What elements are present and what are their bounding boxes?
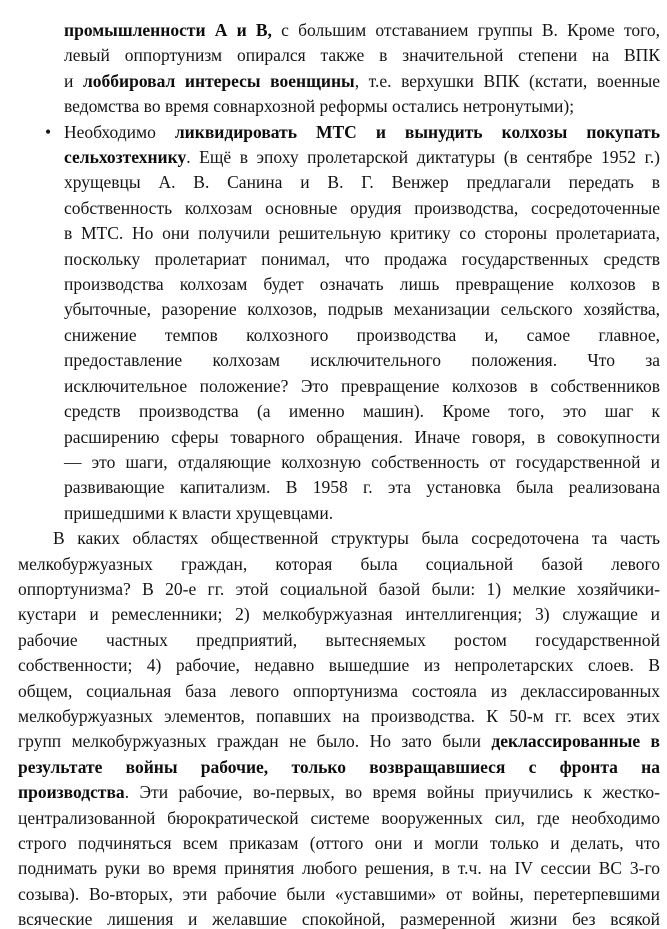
text-segment: исключительное положение? Это превращение колхозов в собственников <box>64 375 660 396</box>
text-line <box>18 831 660 856</box>
text-segment: . Ещё в эпоху пролетарской диктатуры (в сентябре 1952 г.) <box>186 147 660 168</box>
text-line <box>18 577 660 602</box>
text-line <box>64 69 660 94</box>
text-segment: всяческие лишения и желавшие спокойной, размеренной жизни без всякой <box>18 909 660 929</box>
text-line <box>64 94 660 119</box>
text-segment: средств производства (а именно машин). Кроме того, это шаг к <box>64 401 660 422</box>
text-segment: собственность колхозам основные орудия производства, сосредоточенные <box>64 197 660 218</box>
text-line <box>64 196 660 221</box>
text-line <box>64 399 660 424</box>
text-segment: левый оппортунизм опирался также в значительной степени на ВПК <box>64 45 660 66</box>
text-line <box>64 18 660 43</box>
text-line <box>18 552 660 577</box>
text-segment: общем, социальная база левого оппортунизма состояла из деклассированных <box>18 680 660 701</box>
bold-text-segment: результате войны рабочие, только возвращавшиеся с фронта на <box>18 756 660 777</box>
text-line <box>18 755 660 780</box>
bullet-marker-icon: • <box>45 121 52 142</box>
text-segment: кустари и ремесленники; 2) мелкобуржуазная интеллигенция; 3) служащие и <box>18 604 660 625</box>
text-line <box>64 297 660 322</box>
list-item-continuation <box>18 18 660 120</box>
text-segment: созыва). Во-вторых, эти рабочие были «уставшими» от войны, перетерпевшими <box>18 883 660 904</box>
text-line <box>18 653 660 678</box>
bold-text-segment: производства <box>18 782 125 803</box>
text-line <box>18 882 660 907</box>
text-segment: групп мелкобуржуазных граждан не было. Но зато были <box>18 731 492 752</box>
text-line <box>64 450 660 475</box>
bold-text-segment: сельхозтехнику <box>64 147 187 168</box>
text-segment: хрущевцы А. В. Санина и В. Г. Венжер предлагали передать в <box>64 172 660 193</box>
text-segment: собственности; 4) рабочие, недавно вышедшие из непролетарских слоев. В <box>18 655 660 676</box>
text-line <box>18 907 660 929</box>
text-segment: пришедшими к власти хрущевцами. <box>64 502 334 523</box>
text-line <box>18 704 660 729</box>
text-segment: производства колхозам будет означать лишь превращение колхозов в <box>64 274 660 295</box>
text-line <box>18 856 660 881</box>
text-line <box>45 120 660 145</box>
text-line <box>18 780 660 805</box>
text-line <box>64 475 660 500</box>
text-line <box>64 145 660 170</box>
text-segment: расширению сферы товарного обращения. Иначе говоря, в совокупности <box>64 426 660 447</box>
text-line <box>64 374 660 399</box>
bold-text-segment: ликвидировать МТС и вынудить колхозы покупать <box>174 121 660 142</box>
text-segment: предоставление колхозам исключительного положения. Что за <box>64 350 660 371</box>
text-line <box>18 602 660 627</box>
text-segment: оппортунизма? В 20-е гг. этой социальной базой были: 1) мелкие хозяйчики- <box>18 578 660 599</box>
body-paragraph-social-base <box>18 526 660 929</box>
text-segment: мелкобуржуазных граждан, которая была социальной базой левого <box>18 553 660 574</box>
text-segment: с большим отставанием группы В. Кроме того, <box>271 20 660 40</box>
text-line <box>64 272 660 297</box>
text-segment: снижение темпов колхозного производства и, самое главное, <box>64 324 660 345</box>
bold-text-segment: промышленности А и В, <box>64 20 272 40</box>
text-line <box>64 348 660 373</box>
text-segment: развивающие капитализм. В 1958 г. эта установка была реализована <box>64 477 660 498</box>
text-line <box>64 323 660 348</box>
text-segment: и <box>64 70 83 91</box>
text-segment: поднимать руки во время принятия любого решения, в т.ч. на IV сессии ВС 3-го <box>18 858 660 879</box>
text-line <box>18 526 660 551</box>
text-segment: Необходимо <box>64 121 175 142</box>
text-line <box>64 247 660 272</box>
text-line <box>64 221 660 246</box>
text-segment: — это шаги, отдаляющие колхозную собственность от государственной и <box>64 451 660 472</box>
text-segment: В каких областях общественной структуры была сосредоточена та часть <box>53 528 660 549</box>
text-segment: рабочие частных предприятий, вытесняемых ростом государственной <box>18 629 660 650</box>
text-line <box>64 425 660 450</box>
text-line <box>64 170 660 195</box>
text-line <box>18 628 660 653</box>
text-segment: поскольку пролетариат понимал, что продажа государственных средств <box>64 248 660 269</box>
text-segment: в МТС. Но они получили решительную критику со стороны пролетариата, <box>64 223 660 244</box>
text-line <box>64 501 660 526</box>
text-segment: централизованной бюрократической системе вооруженных сил, где необходимо <box>18 807 660 828</box>
text-segment: ведомства во время совнархозной реформы остались нетронутыми); <box>64 96 575 117</box>
bold-text-segment: деклассированные в <box>491 731 660 752</box>
text-segment: . Эти рабочие, во-первых, во время войны приучились к жестко- <box>124 782 660 803</box>
text-segment: строго подчиняться всем приказам (оттого они и могли только и делать, что <box>18 833 660 853</box>
bold-text-segment: лоббировал интересы военщины <box>82 70 355 91</box>
text-segment: , т.е. верхушки ВПК (кстати, военные <box>354 70 660 91</box>
text-line <box>18 679 660 704</box>
text-segment: мелкобуржуазных элементов, попавших на производства. К 50-м гг. всех этих <box>18 705 660 726</box>
list-item-mts <box>18 120 660 527</box>
text-line <box>18 806 660 831</box>
text-segment: убыточные, разорение колхозов, подрыв механизации сельского хозяйства, <box>64 299 660 320</box>
text-line <box>18 729 660 754</box>
text-line <box>64 43 660 68</box>
